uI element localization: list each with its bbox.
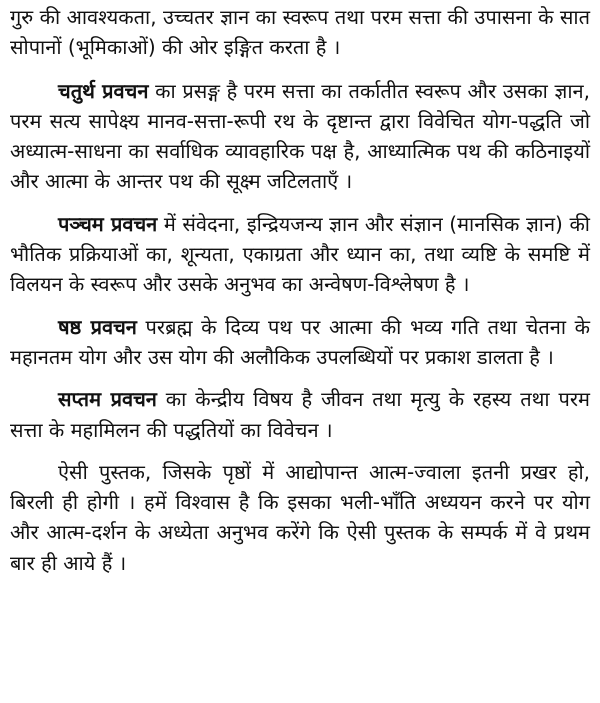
paragraph-text: में संवेदना, इन्द्रियजन्य ज्ञान और संज्ञान (मानसिक ज्ञान) की भौतिक प्रक्रियाओं का, शून्यता, एकाग्रता और ध्यान का, तथा व्यष्टि के समष्टि में विलयन के स्वरूप और उसके अनुभव का अन्वेषण-विश्लेषण है । [10,211,590,297]
paragraph-text: का प्रसङ्ग है परम सत्ता का तर्कातीत स्वरूप और उसका ज्ञान, परम सत्य सापेक्ष्य मानव-सत्ता-रूपी रथ के दृष्टान्त द्वारा विवेचित योग-पद्धति जो अध्यात्म-साधना का सर्वाधिक व्यावहारिक पक्ष है, आध्यात्मिक पथ की कठिनाइयों और आत्मा के आन्तर पथ की सूक्ष्म जटिलताएँ । [10,78,590,194]
paragraph-heading: सप्तम प्रवचन [58,387,157,412]
document-page [10,2,590,590]
paragraph-sixth-discourse [10,312,590,373]
paragraph-text: का केन्द्रीय विषय है जीवन तथा मृत्यु के रहस्य तथा परम सत्ता के महामिलन की पद्धतियों का विवेचन । [10,387,590,442]
paragraph-heading: चतुर्थ प्रवचन [58,78,149,103]
paragraph-text: गुरु की आवश्यकता, उच्चतर ज्ञान का स्वरूप तथा परम सत्ता की उपासना के सात सोपानों (भूमिकाओं) की ओर इङ्गित करता है । [10,5,590,60]
paragraph-seventh-discourse [10,384,590,445]
paragraph-heading: पञ्चम प्रवचन [58,211,158,236]
paragraph-conclusion [10,457,590,578]
paragraph-fourth-discourse [10,76,590,197]
paragraph-text: ऐसी पुस्तक, जिसके पृष्ठों में आद्योपान्त आत्म-ज्वाला इतनी प्रखर हो, बिरली ही होगी । हमें विश्वास है कि इसका भली-भाँति अध्ययन करने पर योग और आत्म-दर्शन के अध्येता अनुभव करेंगे कि ऐसी पुस्तक के सम्पर्क में वे प्रथम बार ही आये हैं । [10,459,590,575]
paragraph-intro [10,2,590,63]
paragraph-fifth-discourse [10,209,590,300]
paragraph-heading: षष्ठ प्रवचन [58,314,137,339]
paragraph-text: परब्रह्म के दिव्य पथ पर आत्मा की भव्य गति तथा चेतना के महानतम योग और उस योग की अलौकिक उपलब्धियों पर प्रकाश डालता है । [10,314,590,369]
